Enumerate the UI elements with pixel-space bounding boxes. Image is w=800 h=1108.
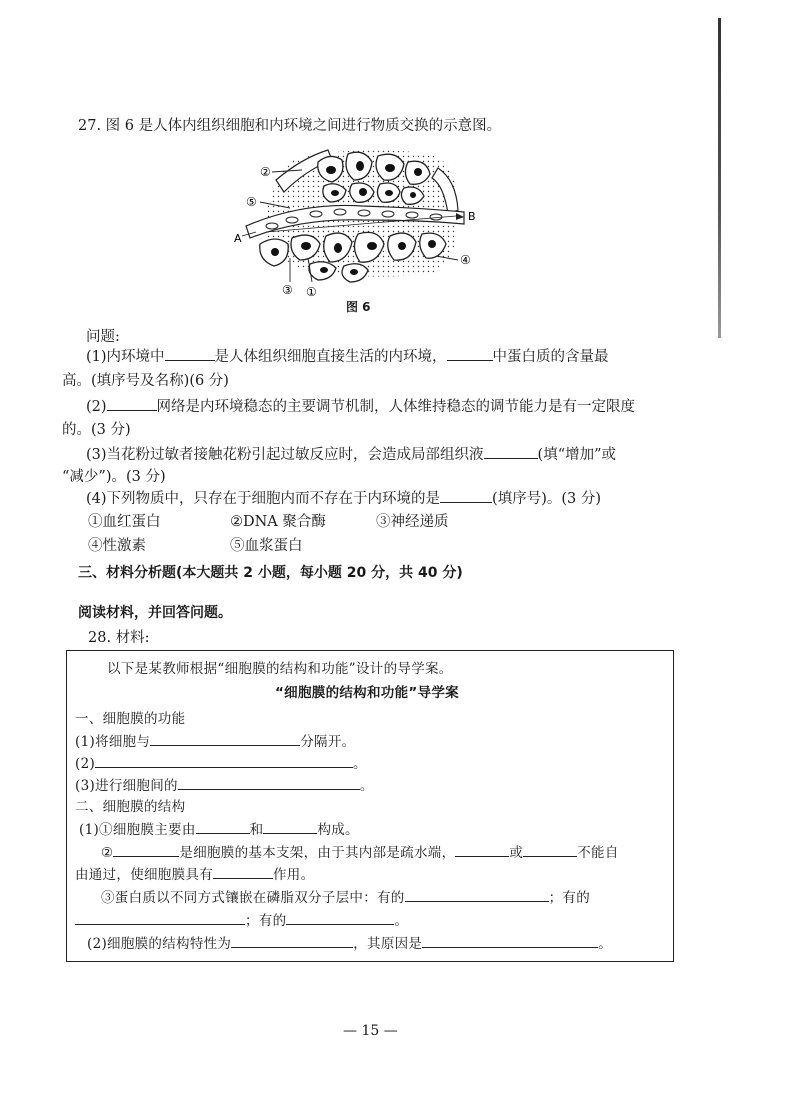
- subsection-structure: 二、细胞膜的结构: [75, 799, 186, 815]
- section-instruction: 阅读材料，并回答问题。: [78, 605, 232, 621]
- answer-blank[interactable]: [165, 346, 215, 361]
- material-box: [66, 650, 674, 962]
- answer-blank[interactable]: [263, 819, 317, 834]
- q27-stem: 27. 图 6 是人体内组织细胞和内环境之间进行物质交换的示意图。: [78, 118, 502, 134]
- section-title: 三、材料分析题(本大题共 2 小题，每小题 20 分，共 40 分): [78, 565, 463, 581]
- scan-edge-line: [718, 18, 721, 338]
- answer-blank[interactable]: [213, 864, 273, 879]
- page-number: — 15 —: [343, 1023, 398, 1039]
- structure-2: ② 是细胞膜的基本支架，由于其内部是疏水端， 或 不能自: [101, 842, 619, 863]
- tissue-exchange-diagram: [232, 140, 482, 300]
- material-title: “细胞膜的结构和功能”导学案: [275, 685, 459, 701]
- q27-part1-cont: 高。(填序号及名称)(6 分): [62, 373, 229, 389]
- structure-2-cont: 由通过，使细胞膜具有 作用。: [75, 864, 314, 885]
- question-header: 问题:: [86, 329, 120, 345]
- option-3: ③神经递质: [376, 514, 449, 530]
- option-4: ④性激素: [88, 538, 146, 554]
- answer-blank[interactable]: [75, 910, 245, 925]
- answer-blank[interactable]: [178, 775, 360, 790]
- structure-3: ③蛋白质以不同方式镶嵌在磷脂双分子层中：有的 ；有的: [101, 887, 590, 908]
- q27-part4: (4)下列物质中，只存在于细胞内而不存在于内环境的是 (填序号)。(3 分): [86, 488, 601, 509]
- answer-blank[interactable]: [440, 488, 492, 503]
- q27-part3: (3)当花粉过敏者接触花粉引起过敏反应时，会造成局部组织液 (填“增加”或: [86, 444, 616, 465]
- answer-blank[interactable]: [405, 887, 549, 902]
- q27-part3-cont: “减少”)。(3 分): [62, 469, 166, 485]
- label-3: ③: [282, 283, 293, 297]
- subsection-function: 一、细胞膜的功能: [75, 711, 186, 727]
- answer-blank[interactable]: [447, 346, 493, 361]
- structure-3-cont: ；有的 。: [75, 910, 408, 931]
- answer-blank[interactable]: [422, 933, 598, 948]
- option-2: ②DNA 聚合酶: [230, 514, 326, 530]
- answer-blank[interactable]: [484, 444, 538, 459]
- function-2: (2) 。: [75, 753, 367, 774]
- label-2: ②: [260, 165, 271, 179]
- figure-6-diagram: [232, 140, 482, 300]
- label-4: ④: [460, 253, 471, 267]
- q27-part2: (2) 网络是内环境稳态的主要调节机制，人体维持稳态的调节能力是有一定限度: [86, 396, 635, 417]
- answer-blank[interactable]: [196, 819, 250, 834]
- function-1: (1)将细胞与 分隔开。: [75, 731, 355, 752]
- label-B: B: [468, 210, 476, 223]
- structure-4: (2)细胞膜的结构特性为 ，其原因是 。: [87, 933, 612, 954]
- option-1: ①血红蛋白: [88, 514, 161, 530]
- label-A: A: [234, 232, 242, 245]
- label-5: ⑤: [246, 195, 257, 209]
- answer-blank[interactable]: [523, 842, 577, 857]
- answer-blank[interactable]: [455, 842, 509, 857]
- structure-1: (1)①细胞膜主要由 和 构成。: [79, 819, 359, 840]
- answer-blank[interactable]: [113, 842, 179, 857]
- q28-label: 28. 材料:: [88, 630, 150, 646]
- answer-blank[interactable]: [286, 910, 394, 925]
- answer-blank[interactable]: [95, 753, 353, 768]
- answer-blank[interactable]: [150, 731, 300, 746]
- material-intro: 以下是某教师根据“细胞膜的结构和功能”设计的导学案。: [107, 661, 453, 677]
- q27-part2-cont: 的。(3 分): [62, 422, 131, 438]
- label-1: ①: [306, 285, 317, 299]
- option-5: ⑤血浆蛋白: [230, 538, 303, 554]
- function-3: (3)进行细胞间的 。: [75, 775, 374, 796]
- answer-blank[interactable]: [107, 396, 157, 411]
- answer-blank[interactable]: [231, 933, 353, 948]
- q27-part1: (1)内环境中 是人体组织细胞直接生活的内环境， 中蛋白质的含量最: [86, 346, 609, 367]
- figure-caption: 图 6: [346, 300, 371, 314]
